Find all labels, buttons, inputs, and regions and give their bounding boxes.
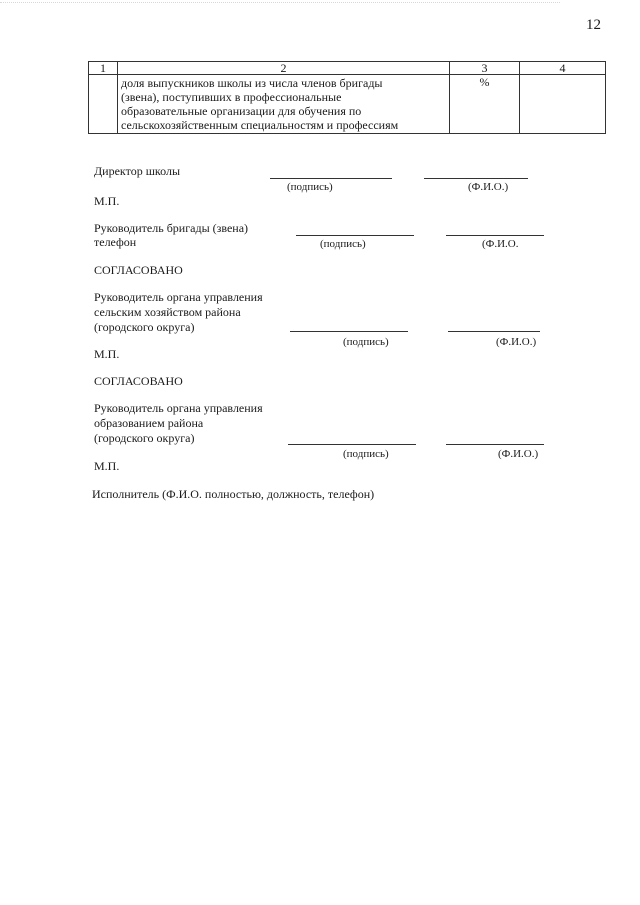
director-signature-line bbox=[270, 178, 392, 179]
header-cell-3: 3 bbox=[450, 62, 520, 75]
approval2-signature-caption: (подпись) bbox=[343, 448, 389, 460]
approval1-signature-caption: (подпись) bbox=[343, 336, 389, 348]
indicator-table bbox=[88, 61, 606, 134]
brigade-signature-caption: (подпись) bbox=[320, 238, 366, 250]
approval1-signature-line bbox=[290, 331, 408, 332]
approval2-name-line bbox=[446, 444, 544, 445]
approval2-line: (городского округа) bbox=[94, 431, 195, 445]
approval1-heading: СОГЛАСОВАНО bbox=[94, 263, 183, 277]
approval1-line: Руководитель органа управления bbox=[94, 290, 263, 304]
table-row bbox=[89, 75, 606, 134]
approval1-line: (городского округа) bbox=[94, 320, 195, 334]
header-cell-1: 1 bbox=[89, 62, 118, 75]
approval1-name-caption: (Ф.И.О.) bbox=[496, 336, 537, 348]
approval1-name-line bbox=[448, 331, 540, 332]
brigade-name-line bbox=[446, 235, 544, 236]
indicator-cell bbox=[118, 75, 450, 134]
value-cell bbox=[520, 75, 606, 134]
indicator-line: сельскохозяйственным специальностям и профессиям bbox=[121, 118, 399, 132]
brigade-leader-title: Руководитель бригады (звена) bbox=[94, 221, 249, 235]
approval2-name-caption: (Ф.И.О.) bbox=[498, 448, 539, 460]
approval2-line: Руководитель органа управления bbox=[94, 401, 263, 415]
approval2-position bbox=[94, 401, 263, 446]
director-title: Директор школы bbox=[94, 164, 181, 178]
approval1-stamp: М.П. bbox=[94, 347, 120, 361]
indicator-line: доля выпускников школы из числа членов бригады bbox=[121, 76, 383, 90]
page-number: 12 bbox=[586, 17, 601, 33]
director-stamp: М.П. bbox=[94, 194, 120, 208]
executor-line: Исполнитель (Ф.И.О. полностью, должность, телефон) bbox=[92, 487, 375, 501]
header-cell-4: 4 bbox=[520, 62, 606, 75]
director-signature-caption: (подпись) bbox=[287, 181, 333, 193]
brigade-leader-phone: телефон bbox=[94, 235, 137, 249]
approval2-heading: СОГЛАСОВАНО bbox=[94, 374, 183, 388]
approval2-signature-line bbox=[288, 444, 416, 445]
director-name-line bbox=[424, 178, 528, 179]
brigade-name-caption: (Ф.И.О. bbox=[482, 238, 519, 250]
brigade-signature-line bbox=[296, 235, 414, 236]
director-name-caption: (Ф.И.О.) bbox=[468, 181, 509, 193]
indicator-line: образовательные организации для обучения по bbox=[121, 104, 362, 118]
approval2-line: образованием района bbox=[94, 416, 204, 430]
table-header-row bbox=[89, 62, 606, 75]
indicator-line: (звена), поступивших в профессиональные bbox=[121, 90, 342, 104]
header-cell-2: 2 bbox=[118, 62, 450, 75]
row-number-cell bbox=[89, 75, 118, 134]
approval2-stamp: М.П. bbox=[94, 459, 120, 473]
unit-cell: % bbox=[450, 75, 520, 134]
approval1-position bbox=[94, 290, 263, 335]
approval1-line: сельским хозяйством района bbox=[94, 305, 241, 319]
scan-top-edge bbox=[0, 2, 560, 3]
